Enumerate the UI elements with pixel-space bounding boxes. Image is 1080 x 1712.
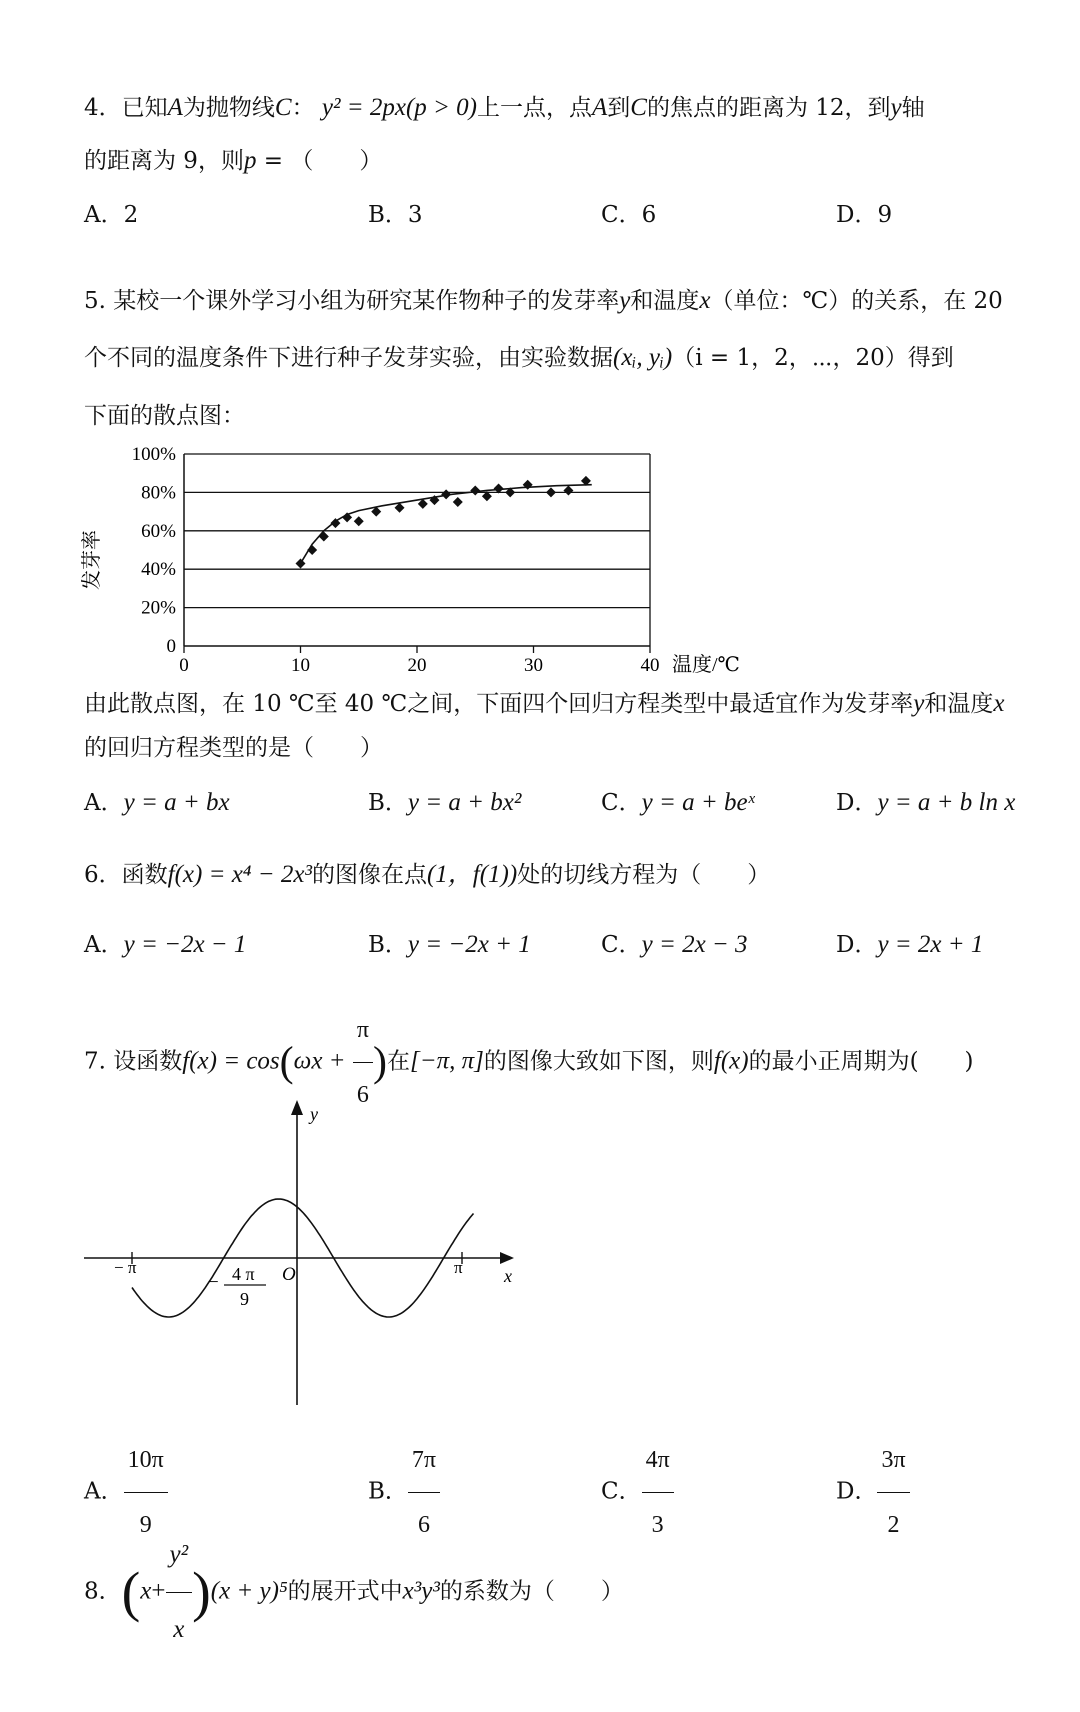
data-point <box>470 485 480 495</box>
chart-x-ticks <box>179 646 659 676</box>
q6-line1: 6．函数f(x) = x⁴ − 2x³的图像在点(1，f(1))处的切线方程为（ ） <box>84 861 771 888</box>
q4-option-a: A．2 <box>84 202 139 228</box>
chart-axes <box>184 454 650 646</box>
y-tick-label: 100% <box>131 444 176 465</box>
y-tick-label: 20% <box>141 597 176 619</box>
chart-gridlines <box>184 454 650 608</box>
cosine-graph <box>84 1090 524 1420</box>
q5-option-a: A．y = a + bx <box>84 789 230 816</box>
q6-option-d: D．y = 2x + 1 <box>836 931 984 958</box>
q6-function: f(x) = x⁴ − 2x³ <box>167 861 312 888</box>
q4-line1: 4．已知A为抛物线C： y² = 2px(p > 0)上一点，点A到C的焦点的距离为 12，到y轴 <box>84 94 925 121</box>
y-tick-label: 60% <box>141 520 176 542</box>
q5-option-d: D．y = a + b ln x <box>836 789 1016 816</box>
q7-pi-over-6: $\frac{\pi}{6}$ <box>353 1000 373 1125</box>
q7-line1: 7. 设函数f(x) = cos(ωx + $\frac{\pi}{6}$ )在[−π, π]的图像大致如下图，则f(x)的最小正周期为( ) <box>84 1000 974 1125</box>
q5-line3: 下面的散点图： <box>84 403 245 429</box>
data-point <box>319 532 329 542</box>
y-tick-label: 40% <box>141 559 176 581</box>
q5-option-c: C．y = a + beˣ <box>601 789 755 816</box>
graph-origin-label: O <box>282 1264 296 1285</box>
q5-line2: 个不同的温度条件下进行种子发芽实验，由实验数据(xᵢ, yᵢ)（i = 1，2，⋯，20）得到 <box>84 344 954 371</box>
q6-option-b: B．y = −2x + 1 <box>368 931 531 958</box>
q8-line1: 8．(x+ $\frac{\text{y²}}{x}$ )(x + y)⁵的展开式中x³y³的系数为（ ） <box>84 1520 624 1665</box>
q4-line2: 的距离为 9，则p = （ ） <box>84 147 383 174</box>
x-tick-label: 20 <box>407 655 427 676</box>
x-tick-label: 10 <box>291 655 310 676</box>
chart-y-ticks <box>132 444 177 657</box>
data-point <box>307 545 317 555</box>
q5-data-pair: (xᵢ, yᵢ) <box>613 344 673 371</box>
q5-line1: 5. 某校一个课外学习小组为研究某作物种子的发芽率y和温度x（单位：℃）的关系，在 20 <box>84 287 1003 314</box>
q7-option-d: D． $\frac{3\pi}{2}$ <box>836 1430 910 1555</box>
q7-option-b: B． $\frac{7\pi}{6}$ <box>368 1430 440 1555</box>
data-point <box>354 516 364 526</box>
data-point <box>441 489 451 499</box>
q7-option-a: A． $\frac{10\pi}{9}$ <box>84 1430 168 1555</box>
q4-option-d: D．9 <box>836 202 893 228</box>
data-point <box>563 485 573 495</box>
x-tick-label: 0 <box>179 655 189 676</box>
q4-number: 4．已知 <box>84 95 168 121</box>
q6-option-c: C．y = 2x − 3 <box>601 931 748 958</box>
graph-x-arrow <box>500 1252 514 1264</box>
data-point <box>296 558 306 568</box>
q7-option-c: C． $\frac{4\pi}{3}$ <box>601 1430 674 1555</box>
x-tick-label: 40 <box>640 655 660 676</box>
graph-x-label: x <box>504 1266 512 1286</box>
graph-neg-pi-label: − π <box>114 1258 137 1277</box>
q5-option-b: B．y = a + bx² <box>368 789 522 816</box>
q8-fraction: $\frac{\text{y²}}{x}$ <box>166 1520 193 1665</box>
graph-y-arrow <box>291 1100 303 1115</box>
q8-binomial: (x + y)⁵ <box>210 1577 288 1605</box>
graph-pi-label: π <box>454 1258 463 1277</box>
graph-y-label: y <box>310 1104 318 1124</box>
q4-option-b: B．3 <box>368 202 423 228</box>
q4-option-c: C．6 <box>601 202 657 228</box>
y-tick-label: 80% <box>141 482 176 504</box>
chart-x-axis-label: 温度/℃ <box>672 654 740 676</box>
data-point <box>453 497 463 507</box>
y-tick-label: 0 <box>166 636 176 657</box>
q4-parabola-equation: y² = 2px(p > 0) <box>321 94 477 121</box>
graph-mark-den: 9 <box>240 1289 249 1309</box>
q5-after-line1: 由此散点图，在 10 ℃至 40 ℃之间，下面四个回归方程类型中最适宜作为发芽率y和温度x <box>84 690 1005 717</box>
chart-points <box>296 476 591 569</box>
graph-mark-num: 4 π <box>232 1264 255 1284</box>
chart-y-axis-label: 发芽率 <box>81 530 103 590</box>
q6-point: (1，f(1)) <box>426 861 518 888</box>
graph-mark-sign: − <box>208 1272 219 1293</box>
data-point <box>546 487 556 497</box>
x-tick-label: 30 <box>524 655 543 676</box>
scatter-chart <box>81 440 764 680</box>
q6-option-a: A．y = −2x − 1 <box>84 931 247 958</box>
q5-after-line2: 的回归方程类型的是（ ） <box>84 735 383 761</box>
